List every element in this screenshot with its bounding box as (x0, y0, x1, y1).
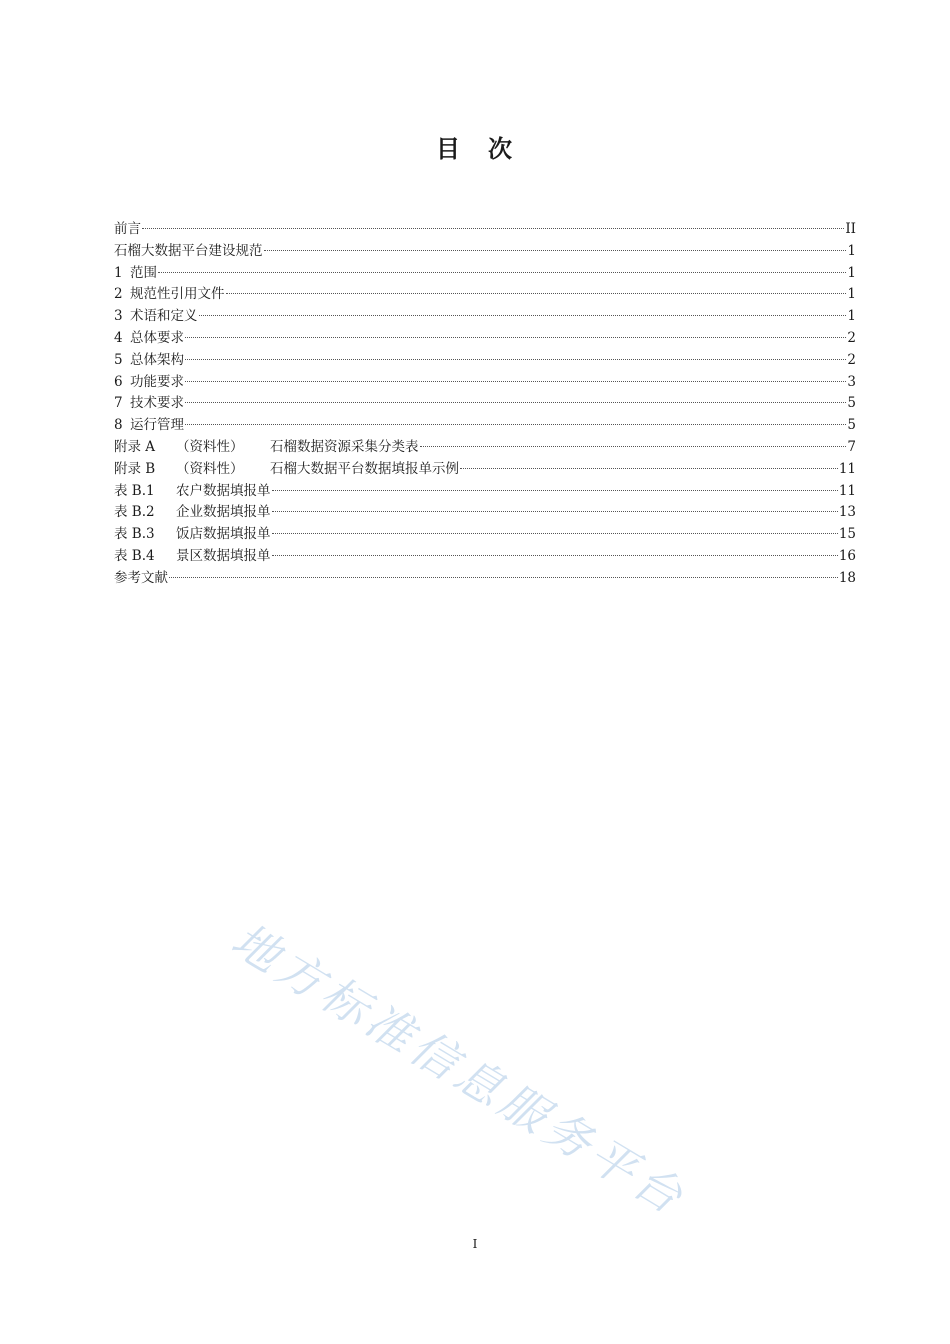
toc-leader-dots (142, 214, 844, 229)
toc-leader-dots (185, 367, 846, 382)
toc-entry-label: 农户数据填报单 (176, 482, 271, 499)
toc-entry-label: 术语和定义 (130, 308, 198, 325)
toc-entry-page: 1 (847, 308, 856, 325)
toc-entry-label: 石榴大数据平台建设规范 (114, 242, 263, 259)
toc-list (114, 218, 856, 589)
toc-entry-number: 1 (114, 264, 123, 281)
toc-entry-label: 景区数据填报单 (176, 547, 271, 564)
toc-entry-number: 2 (114, 286, 123, 303)
toc-entry-page: 13 (838, 504, 856, 521)
toc-entry-page: 5 (847, 395, 856, 412)
toc-entry-page: 1 (847, 264, 856, 281)
toc-entry-number: 表 B.4 (114, 547, 155, 564)
toc-leader-dots (420, 432, 847, 447)
toc-entry-label: 总体要求 (130, 329, 184, 346)
toc-entry-label: 参考文献 (114, 569, 168, 586)
toc-leader-dots (460, 454, 838, 469)
page-number: I (472, 1237, 478, 1251)
toc-title-part2: 次 (488, 135, 514, 163)
toc-leader-dots (226, 279, 847, 294)
toc-entry-number: 7 (114, 395, 123, 412)
toc-leader-dots (185, 388, 846, 403)
toc-leader-dots (185, 410, 846, 425)
toc-leader-dots (264, 236, 847, 251)
toc-entry-number: 表 B.1 (114, 482, 155, 499)
toc-entry-number: 5 (114, 351, 123, 368)
toc-leader-dots (185, 323, 846, 338)
toc-entry-number: 附录 B (114, 460, 156, 477)
toc-entry-page: 2 (847, 351, 856, 368)
toc-entry-page: II (845, 221, 856, 237)
toc-entry-label: 企业数据填报单 (176, 504, 271, 521)
toc-entry-number: 表 B.3 (114, 526, 155, 543)
toc-entry-label: 范围 (130, 264, 157, 281)
toc-entry-label: 功能要求 (130, 373, 184, 390)
toc-entry-page: 1 (847, 286, 856, 303)
toc-leader-dots (169, 563, 838, 578)
toc-entry-number: 8 (114, 417, 123, 434)
toc-leader-dots (199, 301, 847, 316)
toc-entry-label: 前言 (114, 221, 141, 237)
toc-entry-page: 2 (847, 329, 856, 346)
toc-entry-label: 技术要求 (130, 395, 184, 412)
toc-entry-page: 5 (847, 417, 856, 434)
toc-entry-label: 石榴大数据平台数据填报单示例 (270, 460, 459, 477)
toc-entry-page: 18 (838, 569, 856, 586)
toc-title (0, 132, 950, 166)
toc-entry-label: 石榴数据资源采集分类表 (270, 438, 419, 455)
toc-entry-kind: （资料性） (176, 438, 244, 455)
toc-entry-page: 1 (847, 242, 856, 259)
toc-entry-number: 表 B.2 (114, 504, 155, 521)
toc-entry-page: 11 (838, 482, 856, 499)
toc-leader-dots (185, 345, 846, 360)
toc-entry-number: 3 (114, 308, 123, 325)
toc-entry-number: 6 (114, 373, 123, 390)
toc-title-part1: 目 (436, 135, 462, 163)
toc-entry-number: 附录 A (114, 438, 156, 455)
watermark: 地方标准信息服务平台 (222, 912, 697, 1227)
toc-entry-page: 11 (838, 460, 856, 477)
toc-entry-page: 7 (847, 438, 856, 455)
toc-leader-dots (272, 519, 838, 534)
toc-leader-dots (272, 541, 838, 556)
toc-entry-page: 16 (838, 547, 856, 564)
toc-leader-dots (158, 258, 846, 273)
toc-entry-label: 运行管理 (130, 417, 184, 434)
toc-leader-dots (272, 476, 838, 491)
toc-entry-number: 4 (114, 329, 123, 346)
toc-entry-page: 15 (838, 526, 856, 543)
toc-entry-label: 饭店数据填报单 (176, 526, 271, 543)
toc-leader-dots (272, 497, 838, 512)
toc-entry-kind: （资料性） (176, 460, 244, 477)
toc-entry-label: 总体架构 (130, 351, 184, 368)
toc-entry-references[interactable] (114, 567, 856, 589)
toc-entry-page: 3 (847, 373, 856, 390)
toc-entry-label: 规范性引用文件 (130, 286, 225, 303)
